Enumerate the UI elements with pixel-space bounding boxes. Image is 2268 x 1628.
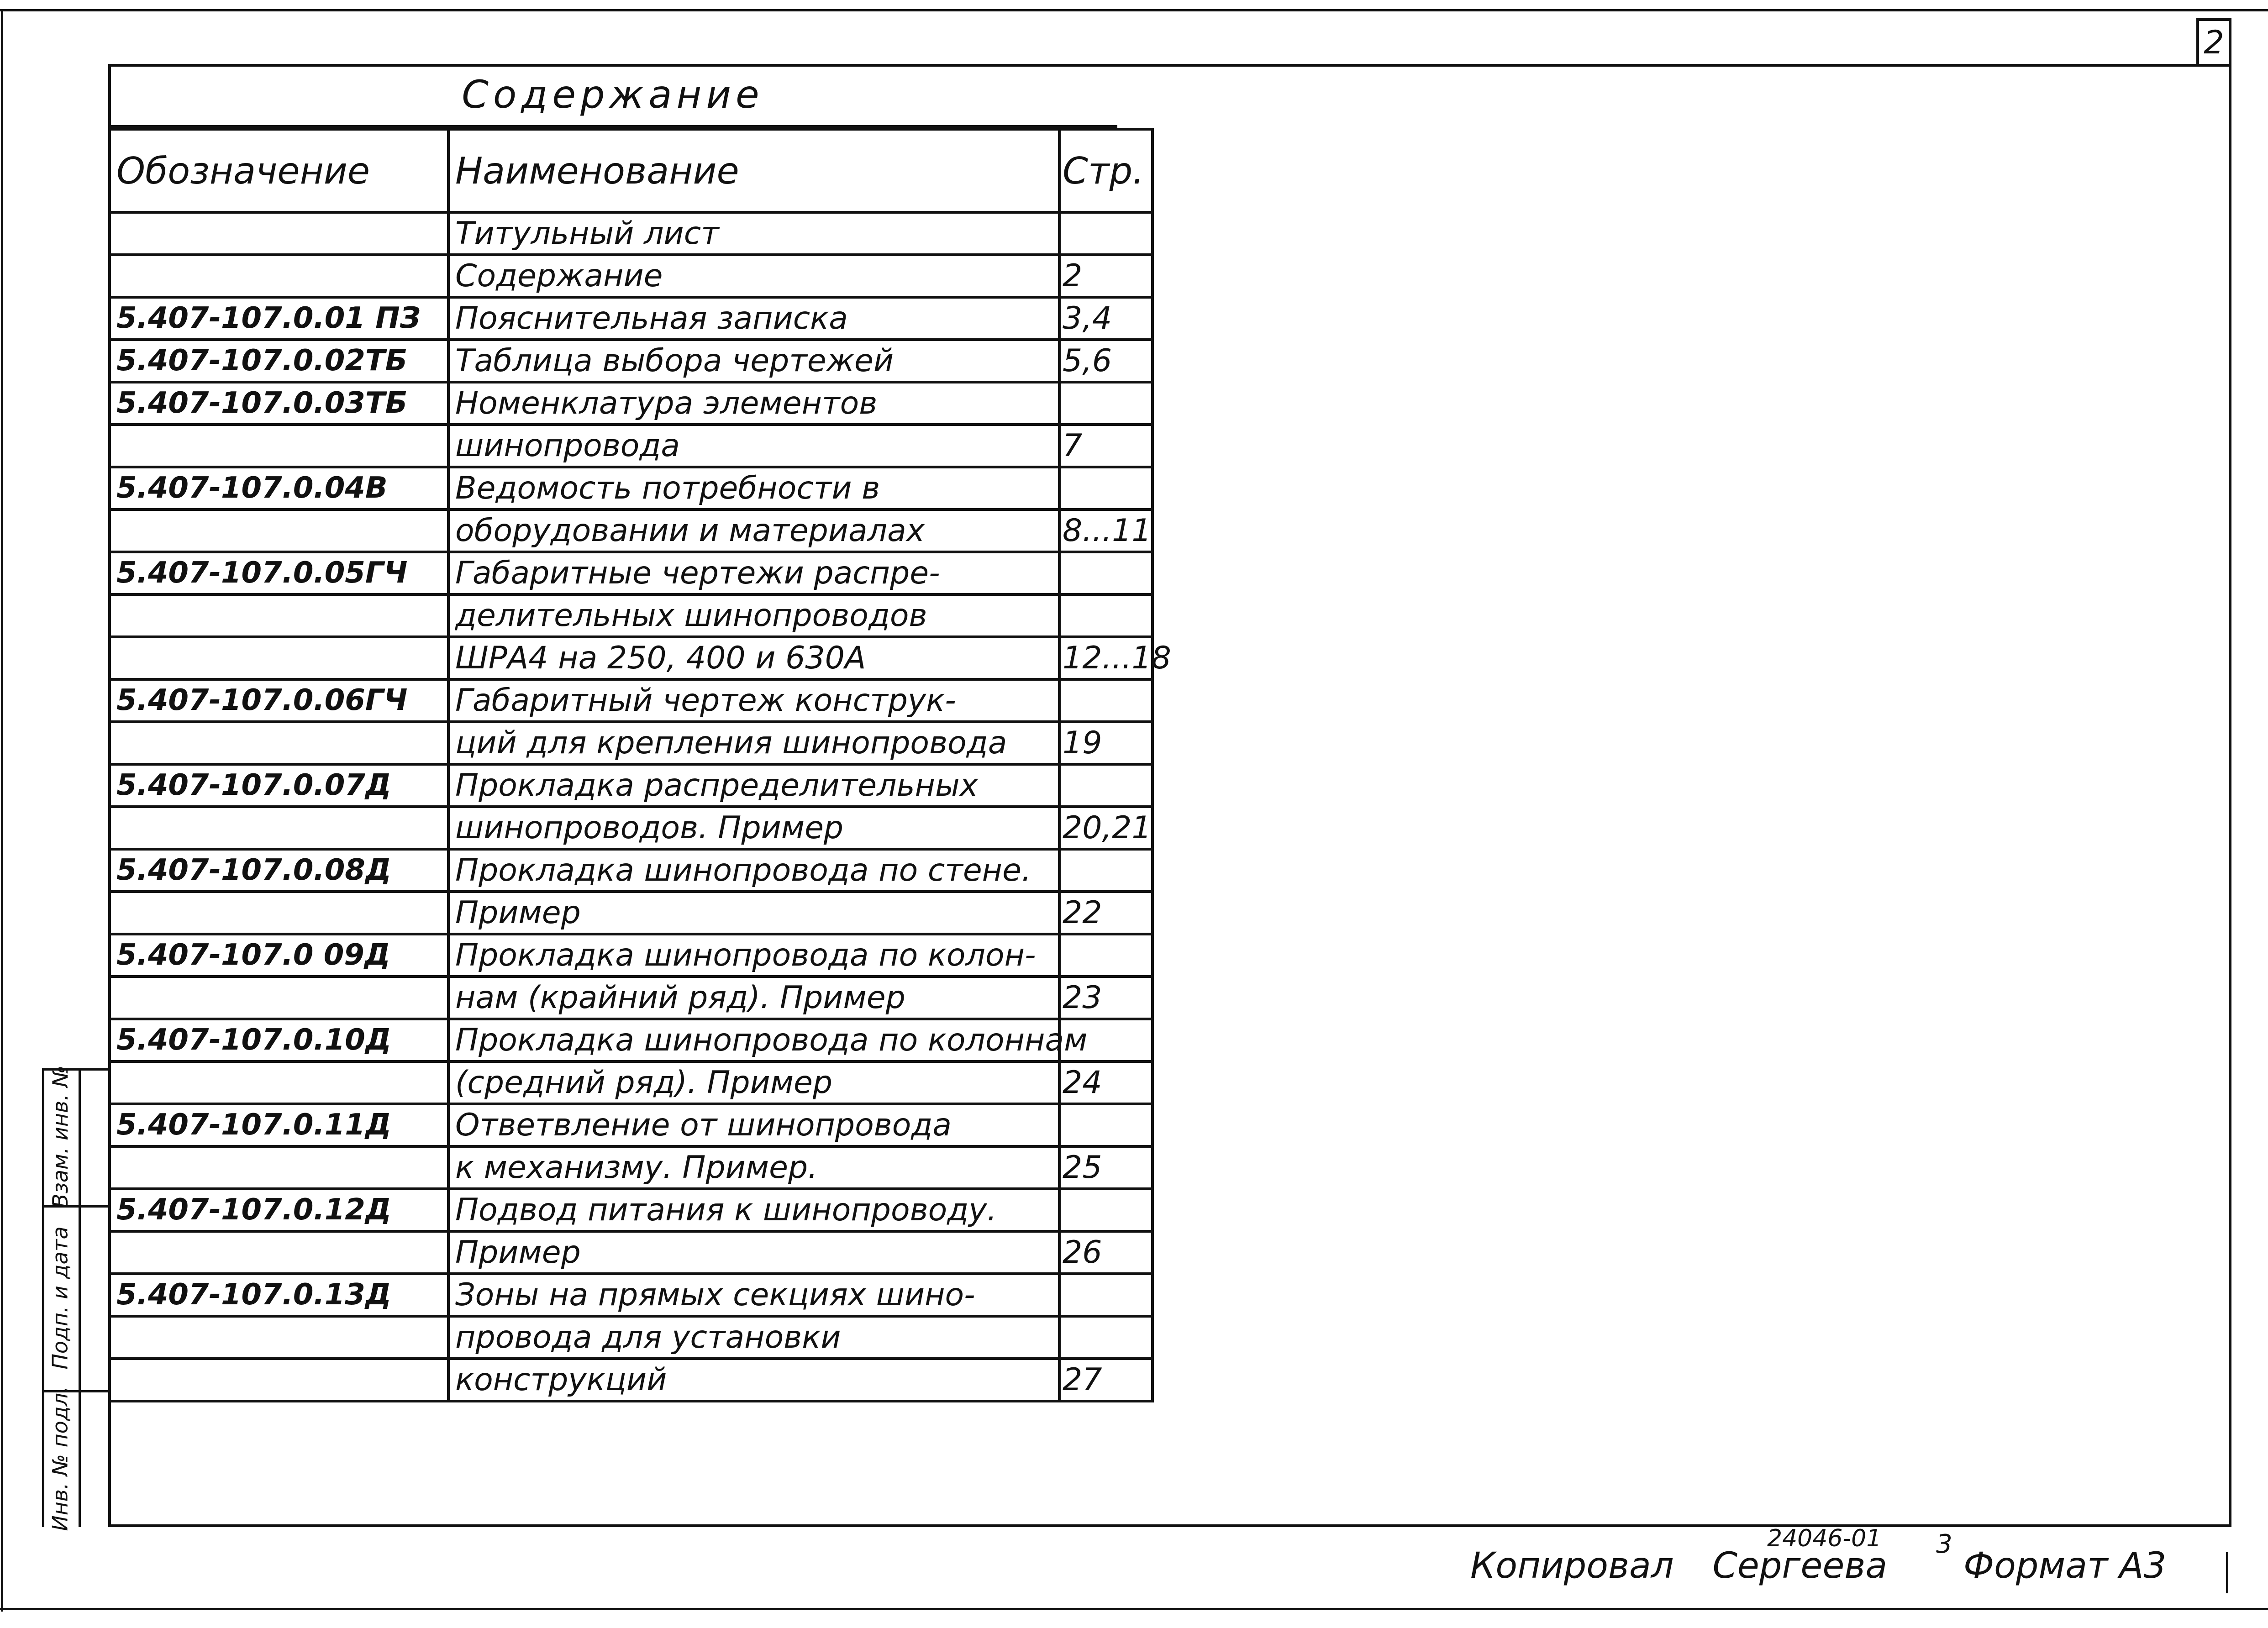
stamp-label-signature-date: Подп. и дата [48,1226,73,1370]
row-page [1059,594,1152,637]
row-name: Прокладка распределительных [448,764,1059,807]
toc-table [108,128,1171,1402]
row-name: конструкций [448,1359,1059,1401]
row-code [110,722,448,764]
table-of-contents [108,64,1171,1479]
row-name: Содержание [448,255,1059,297]
table-row [110,1104,1152,1146]
row-page [1059,764,1152,807]
row-name: Номенклатура элементов [448,382,1059,425]
outer-top-border [0,9,2268,11]
row-page [1059,552,1152,594]
row-page [1059,212,1152,255]
row-name: Пример [448,1231,1059,1274]
toc-title: Содержание [108,64,1117,128]
row-name: Прокладка шинопровода по колоннам [448,1019,1059,1061]
table-row [110,807,1152,849]
row-code: 5.407-107.0.11Д [110,1104,448,1146]
table-row [110,1189,1152,1231]
row-code: 5.407-107.0.01 ПЗ [110,297,448,340]
row-page: 19 [1059,722,1152,764]
row-page: 12...18 [1059,637,1152,679]
row-page [1059,1189,1152,1231]
row-code [110,637,448,679]
row-code: 5.407-107.0.02ТБ [110,340,448,382]
row-code [110,892,448,934]
row-page [1059,1316,1152,1359]
row-code: 5.407-107.0.10Д [110,1019,448,1061]
row-page [1059,1104,1152,1146]
row-name: ШРА4 на 250, 400 и 630А [448,637,1059,679]
table-row [110,764,1152,807]
outer-bottom-border [0,1608,2268,1610]
row-code [110,1146,448,1189]
row-name: делительных шинопроводов [448,594,1059,637]
sheet-number: 2 [2196,18,2231,64]
stamp-divider-line [79,1068,81,1527]
row-code: 5.407-107.0.13Д [110,1274,448,1316]
row-name: Ведомость потребности в [448,467,1059,509]
row-name: Подвод питания к шинопроводу. [448,1189,1059,1231]
table-row [110,1359,1152,1401]
row-code [110,977,448,1019]
row-code [110,807,448,849]
table-row [110,382,1152,425]
table-row [110,679,1152,722]
table-row [110,637,1152,679]
row-name: ций для крепления шинопровода [448,722,1059,764]
row-page: 27 [1059,1359,1152,1401]
copied-by [1470,1545,1887,1609]
table-row [110,340,1152,382]
side-stamp [42,1065,108,1531]
table-row [110,934,1152,977]
row-code [110,1316,448,1359]
document-sheet-number: 3 [1936,1529,1952,1559]
row-page [1059,849,1152,892]
row-code: 5.407-107.0.06ГЧ [110,679,448,722]
row-code [110,212,448,255]
row-code [110,1359,448,1401]
table-row [110,297,1152,340]
table-row [110,212,1152,255]
row-code: 5.407-107.0 09Д [110,934,448,977]
row-code [110,509,448,552]
row-page [1059,679,1152,722]
row-name: нам (крайний ряд). Пример [448,977,1059,1019]
table-row [110,425,1152,467]
header-page: Стр. [1059,129,1152,212]
outer-left-border [1,9,3,1612]
row-name: к механизму. Пример. [448,1146,1059,1189]
table-row [110,722,1152,764]
table-row [110,594,1152,637]
row-name: Ответвление от шинопровода [448,1104,1059,1146]
row-name: Пояснительная записка [448,297,1059,340]
header-code: Обозначение [110,129,448,212]
row-name: оборудовании и материалах [448,509,1059,552]
row-code [110,255,448,297]
row-name: провода для установки [448,1316,1059,1359]
table-row [110,1019,1152,1061]
toc-header-row [110,129,1152,212]
document-code: 24046-01 [1767,1525,1882,1552]
table-row [110,1231,1152,1274]
table-row [110,849,1152,892]
row-name: Таблица выбора чертежей [448,340,1059,382]
row-page: 23 [1059,977,1152,1019]
table-row [110,977,1152,1019]
table-row [110,509,1152,552]
row-page [1059,467,1152,509]
row-page: 8...11 [1059,509,1152,552]
row-page [1059,382,1152,425]
table-row [110,552,1152,594]
stamp-label-replacement: Взам. инв. № [48,1065,73,1208]
row-name: Титульный лист [448,212,1059,255]
row-name: шинопровода [448,425,1059,467]
table-row [110,1146,1152,1189]
row-code: 5.407-107.0.07Д [110,764,448,807]
row-page: 26 [1059,1231,1152,1274]
row-name: (средний ряд). Пример [448,1061,1059,1104]
format-label: Формат А3 [1963,1545,2167,1586]
row-page [1059,934,1152,977]
row-name: Зоны на прямых секциях шино- [448,1274,1059,1316]
row-code: 5.407-107.0.03ТБ [110,382,448,425]
table-row [110,1274,1152,1316]
copied-name: Сергеева [1712,1545,1888,1586]
row-name: Габаритный чертеж конструк- [448,679,1059,722]
row-code [110,594,448,637]
row-name: шинопроводов. Пример [448,807,1059,849]
row-page [1059,1274,1152,1316]
stamp-label-inventory-original: Инв. № подл. [48,1386,73,1531]
toc-body [110,212,1171,1401]
row-page: 25 [1059,1146,1152,1189]
row-page: 7 [1059,425,1152,467]
table-row [110,892,1152,934]
row-code: 5.407-107.0.04В [110,467,448,509]
table-row [110,255,1152,297]
table-row [110,467,1152,509]
table-row [110,1316,1152,1359]
row-code: 5.407-107.0.12Д [110,1189,448,1231]
copied-label: Копировал [1470,1545,1674,1586]
row-code [110,1061,448,1104]
row-name: Прокладка шинопровода по колон- [448,934,1059,977]
row-page: 24 [1059,1061,1152,1104]
row-name: Габаритные чертежи распре- [448,552,1059,594]
row-code [110,1231,448,1274]
row-page: 22 [1059,892,1152,934]
table-row [110,1061,1152,1104]
header-name: Наименование [448,129,1059,212]
edge-tick [2226,1552,2228,1593]
row-code [110,425,448,467]
row-page: 5,6 [1059,340,1152,382]
row-code: 5.407-107.0.08Д [110,849,448,892]
row-name: Пример [448,892,1059,934]
row-page: 2 [1059,255,1152,297]
row-code: 5.407-107.0.05ГЧ [110,552,448,594]
row-page: 20,21 [1059,807,1152,849]
row-page: 3,4 [1059,297,1152,340]
row-name: Прокладка шинопровода по стене. [448,849,1059,892]
